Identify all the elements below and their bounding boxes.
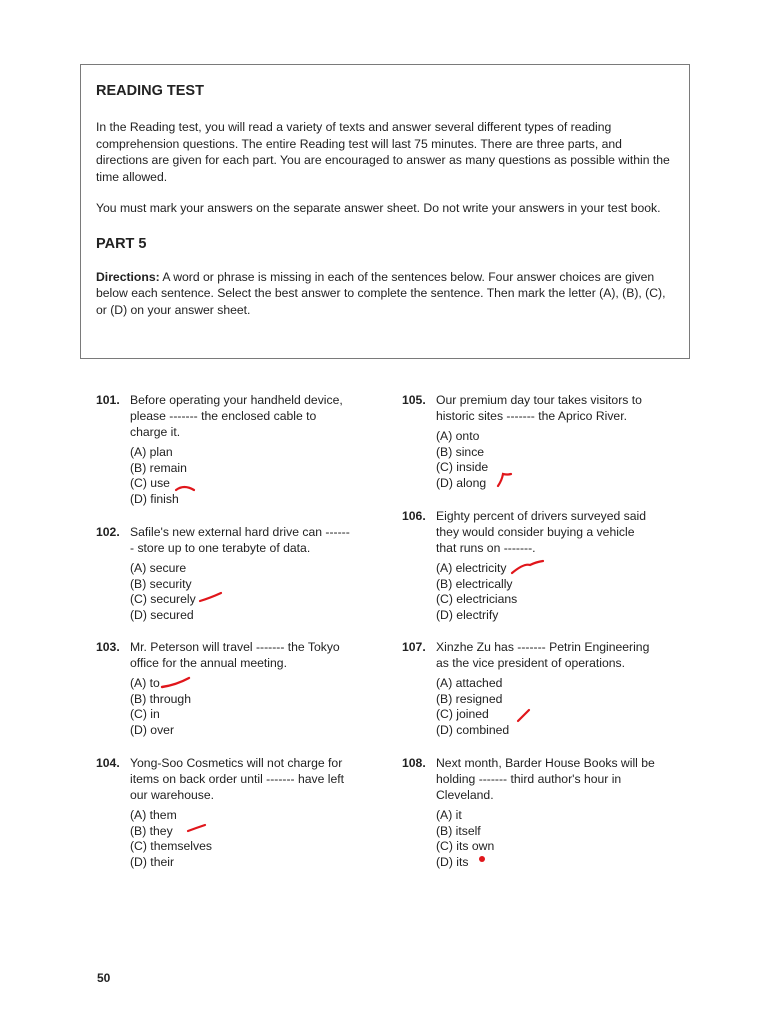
question-number: 103. xyxy=(96,640,120,654)
question-number: 101. xyxy=(96,393,120,407)
intro-paragraph-2: You must mark your answers on the separate answer sheet. Do not write your answers in your test book. xyxy=(96,201,661,215)
answer-option-b[interactable]: (B) electrically xyxy=(436,576,513,591)
answer-option-a[interactable]: (A) them xyxy=(130,808,177,822)
answer-option-b[interactable]: (B) security xyxy=(130,576,192,591)
answer-option-c[interactable]: (C) in xyxy=(130,707,160,721)
answer-option-b[interactable]: (B) itself xyxy=(436,823,481,838)
answer-option-b[interactable]: (B) remain xyxy=(130,460,187,475)
part-title: PART 5 xyxy=(96,235,147,252)
answer-option-c[interactable]: (C) electricians xyxy=(436,592,518,606)
answer-option-c[interactable]: (C) securely xyxy=(130,592,196,606)
directions-text: A word or phrase is missing in each of the sentences below. Four answer choices are given below each sentence. Select the best answer to complete the sentence. Then mark the letter (A), (B), (C), or (D) on your answer sheet. xyxy=(96,269,666,317)
question-text: Next month, Barder House Books will be holding ------- third author's hour in Cleveland. xyxy=(436,756,655,802)
answer-option-a[interactable]: (A) secure xyxy=(130,561,187,575)
question-102 xyxy=(96,524,351,623)
question-106 xyxy=(402,508,657,623)
answer-option-b[interactable]: (B) they xyxy=(130,823,173,838)
intro-paragraph-1: In the Reading test, you will read a variety of texts and answer several different types of reading comprehension questions. The entire Reading test will last 75 minutes. There are three parts, and directions are given for each part. You are encouraged to answer as many questions as possible within the time allowed. xyxy=(96,120,670,184)
answer-option-d[interactable]: (D) electrify xyxy=(436,607,499,622)
answer-option-d[interactable]: (D) their xyxy=(130,854,175,869)
answer-option-d[interactable]: (D) its xyxy=(436,854,469,869)
question-text: Our premium day tour takes visitors to historic sites ------- the Aprico River. xyxy=(436,393,642,423)
answer-option-d[interactable]: (D) over xyxy=(130,722,175,737)
answer-option-a[interactable]: (A) onto xyxy=(436,429,480,443)
question-text: Safile's new external hard drive can ------- store up to one terabyte of data. xyxy=(130,525,350,555)
answer-option-c[interactable]: (C) joined xyxy=(436,707,489,721)
page-number: 50 xyxy=(97,971,111,985)
answer-option-d[interactable]: (D) secured xyxy=(130,607,194,622)
answer-option-c[interactable]: (C) inside xyxy=(436,460,489,474)
answer-option-a[interactable]: (A) it xyxy=(436,808,462,822)
answer-option-b[interactable]: (B) through xyxy=(130,691,191,706)
question-number: 105. xyxy=(402,393,426,407)
answer-option-a[interactable]: (A) electricity xyxy=(436,561,507,575)
answer-option-c[interactable]: (C) its own xyxy=(436,839,495,853)
question-text: Before operating your handheld device, please ------- the enclosed cable to charge it. xyxy=(130,393,343,439)
answer-option-c[interactable]: (C) themselves xyxy=(130,839,212,853)
reading-test-title: READING TEST xyxy=(96,83,204,99)
answer-option-a[interactable]: (A) to xyxy=(130,676,160,690)
question-101 xyxy=(96,392,351,507)
answer-option-a[interactable]: (A) attached xyxy=(436,676,503,690)
question-107 xyxy=(402,639,657,738)
question-108 xyxy=(402,755,657,870)
answer-option-b[interactable]: (B) since xyxy=(436,444,485,459)
question-number: 106. xyxy=(402,509,426,523)
answer-option-d[interactable]: (D) finish xyxy=(130,491,179,506)
question-number: 107. xyxy=(402,640,426,654)
answer-option-d[interactable]: (D) combined xyxy=(436,722,510,737)
question-number: 104. xyxy=(96,756,120,770)
question-text: Yong-Soo Cosmetics will not charge for items on back order until ------- have left our warehouse. xyxy=(130,756,345,802)
answer-option-c[interactable]: (C) use xyxy=(130,476,170,490)
question-text: Eighty percent of drivers surveyed said they would consider buying a vehicle that runs on -------. xyxy=(436,509,646,555)
question-103 xyxy=(96,639,351,738)
question-number: 102. xyxy=(96,525,120,539)
instructions-box xyxy=(80,64,690,359)
answer-option-a[interactable]: (A) plan xyxy=(130,445,173,459)
question-105 xyxy=(402,392,657,491)
question-104 xyxy=(96,755,351,870)
question-text: Xinzhe Zu has ------- Petrin Engineering as the vice president of operations. xyxy=(436,640,650,670)
question-text: Mr. Peterson will travel ------- the Tokyo office for the annual meeting. xyxy=(130,640,340,670)
directions-label: Directions: xyxy=(96,269,160,284)
answer-option-d[interactable]: (D) along xyxy=(436,475,487,490)
question-number: 108. xyxy=(402,756,426,770)
directions-paragraph xyxy=(96,269,673,319)
answer-option-b[interactable]: (B) resigned xyxy=(436,691,503,706)
